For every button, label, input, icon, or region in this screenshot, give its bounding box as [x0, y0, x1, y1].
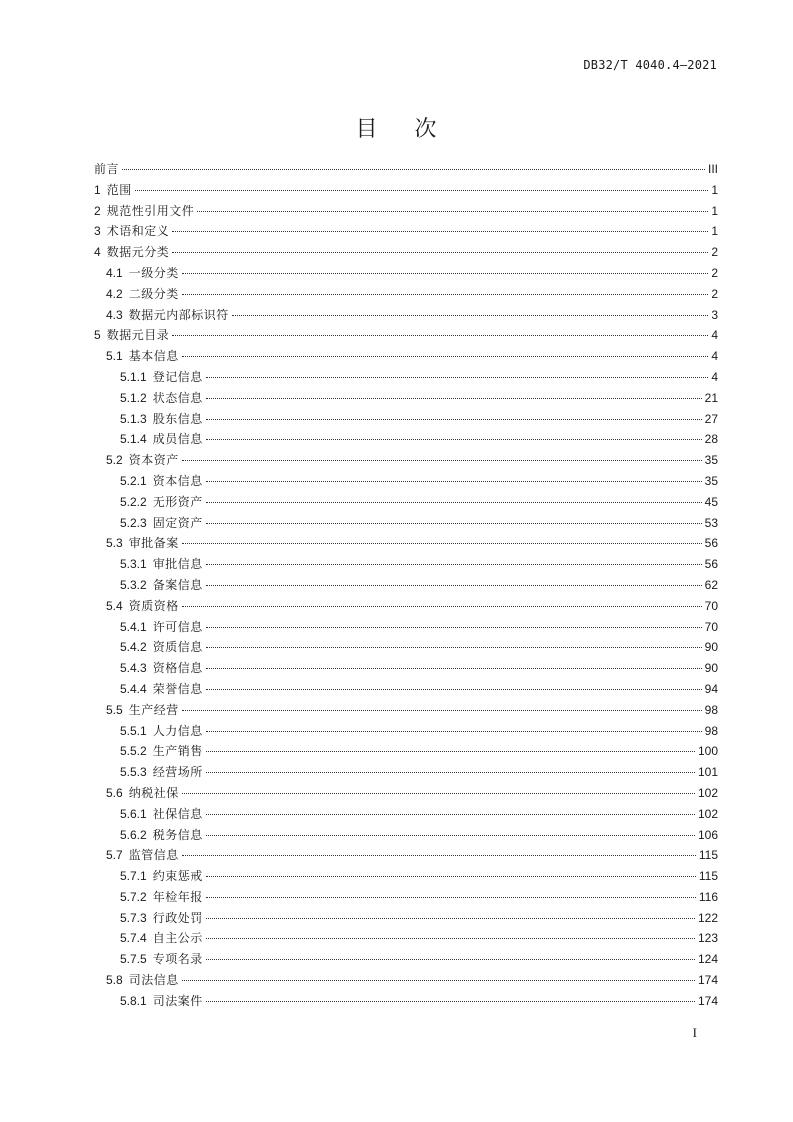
toc-entry-page: 174 [697, 993, 718, 1008]
toc-entry[interactable] [94, 928, 718, 949]
toc-entry-page: 56 [704, 536, 718, 551]
toc-entry-number: 5.4.4 [120, 681, 147, 696]
toc-entry-number: 5.1 [106, 349, 123, 364]
toc-entry[interactable] [94, 949, 718, 970]
toc-entry-number: 5.4.1 [120, 619, 147, 634]
toc-entry-number: 5.1.4 [120, 432, 147, 447]
toc-entry-page: 98 [704, 702, 718, 717]
dot-leader [206, 481, 702, 482]
dot-leader [206, 439, 702, 440]
toc-entry-label: 状态信息 [152, 390, 203, 405]
toc-entry-page: 3 [711, 307, 718, 322]
toc-entry-page: 94 [704, 681, 718, 696]
toc-entry-number: 5.4 [106, 598, 123, 613]
toc-entry-page: 102 [697, 785, 718, 800]
toc-entry[interactable] [94, 783, 718, 804]
dot-leader [206, 772, 695, 773]
toc-entry[interactable] [94, 180, 718, 201]
toc-entry[interactable] [94, 242, 718, 263]
toc-entry[interactable] [94, 991, 718, 1012]
dot-leader [172, 252, 708, 253]
dot-leader [206, 647, 702, 648]
toc-entry-page: 4 [711, 349, 718, 364]
toc-entry-page: III [707, 162, 718, 176]
toc-entry[interactable] [94, 866, 718, 887]
toc-entry-number: 4.2 [106, 286, 123, 301]
toc-entry-page: 2 [711, 245, 718, 260]
toc-entry-number: 5.7.3 [120, 910, 147, 925]
toc-entry[interactable] [94, 637, 718, 658]
toc-entry[interactable] [94, 596, 718, 617]
dot-leader [232, 315, 709, 316]
dot-leader [206, 668, 702, 669]
toc-entry-label: 范围 [106, 182, 132, 197]
toc-entry-page: 27 [704, 411, 718, 426]
dot-leader [206, 419, 702, 420]
toc-entry-label: 司法案件 [152, 993, 203, 1008]
dot-leader [182, 710, 702, 711]
toc-entry[interactable] [94, 762, 718, 783]
dot-leader [182, 980, 695, 981]
toc-entry-page: 21 [704, 390, 718, 405]
toc-entry-label: 许可信息 [152, 619, 203, 634]
dot-leader [135, 190, 709, 191]
toc-entry-page: 70 [704, 619, 718, 634]
toc-entry-page: 90 [704, 640, 718, 655]
toc-entry-number: 5.3 [106, 536, 123, 551]
toc-entry-number: 5 [94, 328, 101, 343]
dot-leader [206, 897, 696, 898]
toc-entry-page: 45 [704, 494, 718, 509]
toc-entry-label: 成员信息 [152, 432, 203, 447]
dot-leader [172, 231, 708, 232]
toc-entry-page: 174 [697, 973, 718, 988]
toc-entry-number: 4 [94, 245, 101, 260]
toc-entry[interactable] [94, 804, 718, 825]
toc-entry-label: 荣誉信息 [152, 681, 203, 696]
dot-leader [206, 689, 702, 690]
toc-entry-label: 自主公示 [152, 931, 203, 946]
toc-entry-number: 5.7 [106, 848, 123, 863]
toc-entry-label: 资格信息 [152, 661, 203, 676]
toc-entry[interactable] [94, 450, 718, 471]
dot-leader [206, 398, 702, 399]
toc-entry[interactable] [94, 513, 718, 534]
toc-entry-number: 5.2.3 [120, 515, 147, 530]
dot-leader [206, 627, 702, 628]
dot-leader [206, 523, 702, 524]
toc-entry[interactable] [94, 617, 718, 638]
toc-title: 目 次 [355, 117, 438, 142]
toc-entry-page: 115 [698, 848, 718, 863]
dot-leader [182, 294, 709, 295]
toc-entry-label: 一级分类 [128, 265, 179, 280]
toc-entry[interactable] [94, 346, 718, 367]
dot-leader [182, 793, 695, 794]
toc-entry[interactable] [94, 679, 718, 700]
toc-entry-number: 5.3.2 [120, 577, 147, 592]
toc-entry[interactable] [94, 700, 718, 721]
toc-entry-page: 28 [704, 432, 718, 447]
toc-entry[interactable] [94, 159, 718, 180]
toc-entry-label: 数据元内部标识符 [128, 307, 229, 322]
toc-entry[interactable] [94, 284, 718, 305]
toc-entry[interactable] [94, 845, 718, 866]
toc-entry-page: 123 [697, 931, 718, 946]
toc-entry-page: 1 [711, 203, 718, 218]
toc-entry[interactable] [94, 263, 718, 284]
toc-entry[interactable] [94, 471, 718, 492]
dot-leader [206, 731, 702, 732]
toc-entry-number: 4.3 [106, 307, 123, 322]
toc-entry-label: 社保信息 [152, 806, 203, 821]
toc-entry[interactable] [94, 554, 718, 575]
toc-entry[interactable] [94, 721, 718, 742]
toc-entry-label: 约束惩戒 [152, 869, 203, 884]
toc-entry-label: 固定资产 [152, 515, 203, 530]
toc-entry-number: 4.1 [106, 265, 123, 280]
dot-leader [206, 918, 695, 919]
toc-entry-page: 1 [711, 182, 718, 197]
toc-entry[interactable] [94, 201, 718, 222]
toc-entry-label: 二级分类 [128, 286, 179, 301]
toc-entry-number: 5.4.3 [120, 661, 147, 676]
toc-entry[interactable] [94, 221, 718, 242]
toc-entry-label: 纳税社保 [128, 785, 179, 800]
toc-entry[interactable] [94, 658, 718, 679]
toc-entry-page: 98 [704, 723, 718, 738]
toc-entry-page: 122 [697, 910, 718, 925]
dot-leader [206, 564, 702, 565]
dot-leader [206, 751, 695, 752]
page-number: I [692, 1025, 697, 1040]
dot-leader [182, 356, 709, 357]
toc-entry-page: 101 [697, 765, 718, 780]
toc-entry-number: 5.6.1 [120, 806, 147, 821]
toc-entry[interactable] [94, 533, 718, 554]
toc-entry-label: 税务信息 [152, 827, 203, 842]
toc-entry-label: 专项名录 [152, 952, 203, 967]
toc-entry-number: 5.7.4 [120, 931, 147, 946]
toc-entry-number: 1 [94, 182, 101, 197]
dot-leader [182, 855, 696, 856]
toc-entry-label: 行政处罚 [152, 910, 203, 925]
toc-entry-number: 5.1.3 [120, 411, 147, 426]
dot-leader [182, 543, 702, 544]
toc-entry-label: 经营场所 [152, 765, 203, 780]
toc-entry-number: 5.1.2 [120, 390, 147, 405]
table-of-contents [94, 159, 718, 1012]
toc-entry-page: 106 [697, 827, 718, 842]
toc-entry-number: 2 [94, 203, 101, 218]
dot-leader [206, 938, 695, 939]
toc-entry[interactable] [94, 970, 718, 991]
dot-leader [197, 211, 708, 212]
toc-entry-label: 生产销售 [152, 744, 203, 759]
dot-leader [206, 876, 696, 877]
dot-leader [206, 835, 695, 836]
toc-entry-page: 124 [697, 952, 718, 967]
toc-entry-number: 5.2.2 [120, 494, 147, 509]
toc-entry-label: 股东信息 [152, 411, 203, 426]
toc-entry-label: 备案信息 [152, 577, 203, 592]
toc-entry[interactable] [94, 325, 718, 346]
toc-entry-label: 审批信息 [152, 557, 203, 572]
dot-leader [206, 959, 695, 960]
toc-entry-label: 司法信息 [128, 973, 179, 988]
toc-entry-page: 100 [697, 744, 718, 759]
dot-leader [182, 460, 702, 461]
toc-entry[interactable] [94, 409, 718, 430]
dot-leader [206, 585, 702, 586]
toc-entry-page: 2 [711, 286, 718, 301]
toc-entry[interactable] [94, 908, 718, 929]
toc-entry-number: 5.7.2 [120, 889, 147, 904]
dot-leader [206, 814, 695, 815]
toc-entry-label: 资质信息 [152, 640, 203, 655]
dot-leader [182, 606, 702, 607]
toc-entry[interactable] [94, 367, 718, 388]
toc-entry-number: 5.8 [106, 973, 123, 988]
toc-entry-number: 5.6 [106, 785, 123, 800]
toc-entry-label: 登记信息 [152, 369, 203, 384]
toc-entry-number: 5.5.1 [120, 723, 147, 738]
toc-entry-number: 5.5 [106, 702, 123, 717]
toc-entry-label: 监管信息 [128, 848, 179, 863]
dot-leader [206, 1001, 695, 1002]
toc-entry-page: 1 [711, 224, 718, 239]
toc-entry-page: 4 [711, 328, 718, 343]
toc-entry-label: 资质资格 [128, 598, 179, 613]
toc-entry-label: 数据元目录 [106, 328, 170, 343]
dot-leader [182, 273, 709, 274]
toc-entry-page: 70 [704, 598, 718, 613]
toc-entry-number: 5.5.3 [120, 765, 147, 780]
toc-entry-number: 3 [94, 224, 101, 239]
toc-entry-number: 5.6.2 [120, 827, 147, 842]
toc-entry-label: 资本资产 [128, 453, 179, 468]
toc-entry-label: 资本信息 [152, 473, 203, 488]
toc-entry[interactable] [94, 492, 718, 513]
toc-entry-number: 5.7.5 [120, 952, 147, 967]
toc-entry-number: 5.8.1 [120, 993, 147, 1008]
toc-entry-page: 90 [704, 661, 718, 676]
toc-entry-label: 无形资产 [152, 494, 203, 509]
toc-entry-label: 术语和定义 [106, 224, 170, 239]
toc-entry[interactable] [94, 887, 718, 908]
toc-entry-page: 62 [704, 577, 718, 592]
toc-entry-page: 4 [711, 369, 718, 384]
toc-entry[interactable] [94, 305, 718, 326]
toc-entry-number: 5.4.2 [120, 640, 147, 655]
toc-entry-number: 5.3.1 [120, 557, 147, 572]
toc-entry[interactable] [94, 741, 718, 762]
dot-leader [206, 377, 709, 378]
toc-entry-number: 5.2 [106, 453, 123, 468]
toc-entry-label: 审批备案 [128, 536, 179, 551]
toc-entry-number: 5.5.2 [120, 744, 147, 759]
toc-entry[interactable] [94, 825, 718, 846]
toc-entry-label: 前言 [94, 162, 120, 176]
dot-leader [122, 169, 705, 170]
toc-entry-label: 人力信息 [152, 723, 203, 738]
toc-entry-page: 35 [704, 453, 718, 468]
toc-entry[interactable] [94, 429, 718, 450]
toc-entry-label: 规范性引用文件 [106, 203, 195, 218]
toc-entry-number: 5.1.1 [120, 369, 147, 384]
toc-entry[interactable] [94, 388, 718, 409]
toc-entry-page: 2 [711, 265, 718, 280]
toc-entry-label: 基本信息 [128, 349, 179, 364]
toc-entry-page: 56 [704, 557, 718, 572]
toc-entry-number: 5.2.1 [120, 473, 147, 488]
dot-leader [172, 335, 708, 336]
toc-entry-label: 生产经营 [128, 702, 179, 717]
toc-entry-page: 116 [698, 889, 718, 904]
toc-entry-page: 53 [704, 515, 718, 530]
toc-entry-label: 年检年报 [152, 889, 203, 904]
toc-entry-number: 5.7.1 [120, 869, 147, 884]
toc-entry-page: 115 [698, 869, 718, 884]
toc-entry-label: 数据元分类 [106, 245, 170, 260]
toc-entry[interactable] [94, 575, 718, 596]
toc-entry-page: 102 [697, 806, 718, 821]
dot-leader [206, 502, 702, 503]
toc-entry-page: 35 [704, 473, 718, 488]
document-code: DB32/T 4040.4—2021 [583, 58, 717, 72]
